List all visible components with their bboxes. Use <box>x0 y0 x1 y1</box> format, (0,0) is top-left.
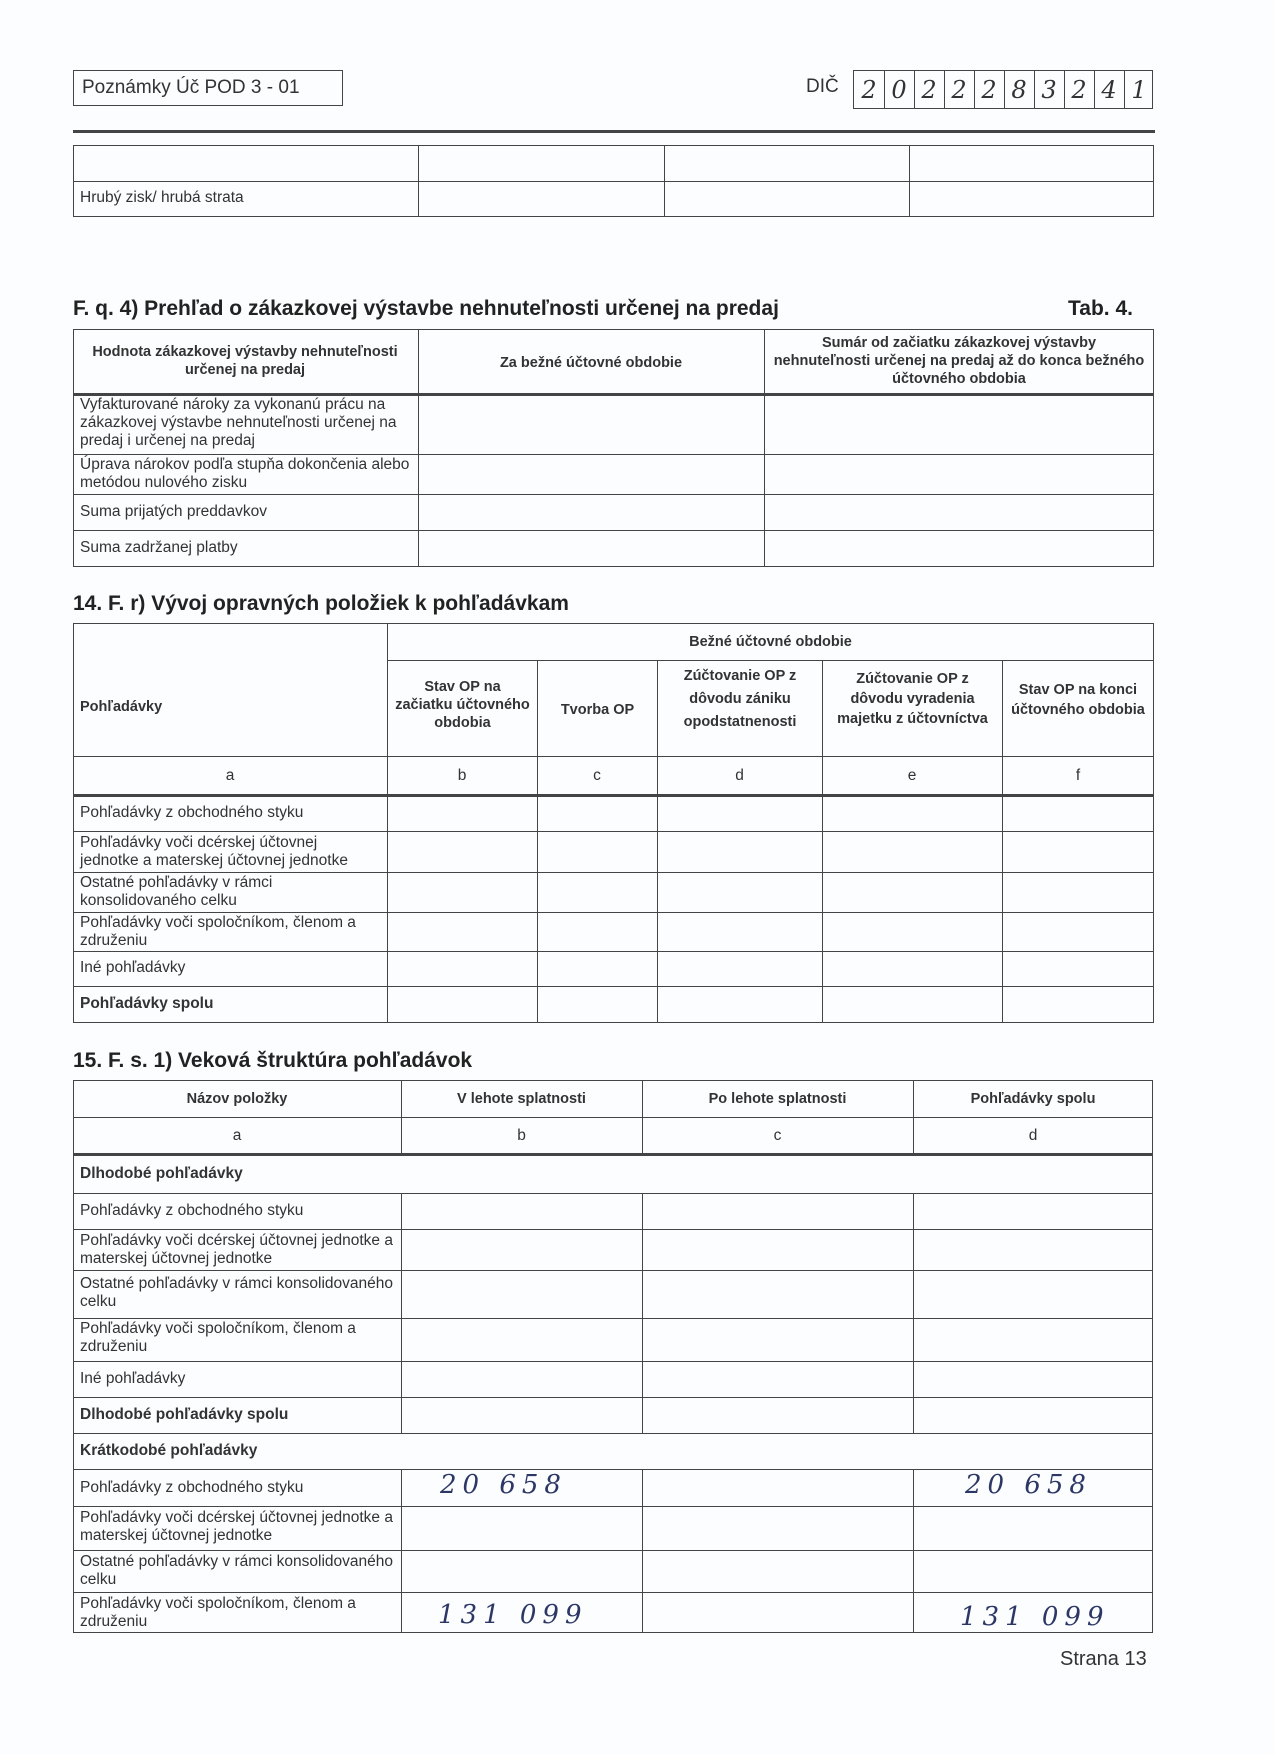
s15-long-term-total: Dlhodobé pohľadávky spolu <box>80 1406 289 1423</box>
s14-header-e: Zúčtovanie OP z dôvodu vyradenia majetku z účtovníctva <box>837 671 988 727</box>
col-divider <box>642 1193 643 1433</box>
s15-long-term-header: Dlhodobé pohľadávky <box>80 1165 243 1182</box>
row-divider <box>73 1550 1153 1551</box>
section-14-title: 14. F. r) Vývoj opravných položiek k pohľadávkam <box>73 592 569 615</box>
s15-header-c: Po lehote splatnosti <box>708 1091 847 1107</box>
s15-short-row-value-d: 20 658 <box>965 1470 1092 1500</box>
row-divider <box>73 1270 1153 1271</box>
s14-row: Pohľadávky voči dcérskej účtovnej jednotke a materskej účtovnej jednotke <box>80 834 348 869</box>
s14-row: Iné pohľadávky <box>80 959 186 976</box>
s14-header-a: Pohľadávky <box>80 699 163 715</box>
dic-digit: 0 <box>884 71 915 109</box>
s15-header-a: Názov položky <box>186 1091 288 1107</box>
s14-letter: b <box>457 767 467 784</box>
s15-short-row-value-d: 131 099 <box>960 1602 1110 1632</box>
col-divider <box>909 145 910 217</box>
col-divider <box>418 145 419 217</box>
s15-long-row: Pohľadávky voči spoločníkom, členom a združeniu <box>80 1320 356 1355</box>
s15-short-row: Pohľadávky voči spoločníkom, členom a združeniu <box>80 1595 356 1630</box>
row-divider <box>73 1229 1153 1230</box>
dic-digit: 8 <box>1004 71 1035 109</box>
form-label-box <box>73 70 343 106</box>
s15-short-row-value-b: 131 099 <box>438 1600 588 1630</box>
dic-field <box>853 70 1153 109</box>
s14-header-b: Stav OP na začiatku účtovného obdobia <box>395 679 530 731</box>
s14-row-total: Pohľadávky spolu <box>80 995 214 1012</box>
col-divider <box>418 329 419 567</box>
fq4-header-col1: Hodnota zákazkovej výstavby nehnuteľnosti určenej na predaj <box>92 344 398 378</box>
s15-long-row: Ostatné pohľadávky v rámci konsolidovaného celku <box>80 1275 393 1310</box>
s15-short-row: Ostatné pohľadávky v rámci konsolidovaného celku <box>80 1553 393 1588</box>
row-divider <box>73 1193 1153 1194</box>
s14-letter: c <box>593 767 601 784</box>
col-divider <box>664 145 665 217</box>
s15-long-row: Iné pohľadávky <box>80 1370 186 1387</box>
row-divider <box>73 1361 1153 1362</box>
dic-digit: 4 <box>1094 71 1125 109</box>
s15-letter: b <box>517 1127 526 1144</box>
s14-header-d: Zúčtovanie OP z dôvodu zániku opodstatnenosti <box>683 668 797 730</box>
row-divider <box>73 1433 1153 1434</box>
s14-row: Ostatné pohľadávky v rámci konsolidovaného celku <box>80 874 273 909</box>
dic-digit: 2 <box>944 71 975 109</box>
s14-row: Pohľadávky z obchodného styku <box>80 804 304 821</box>
s14-letter: a <box>225 767 235 784</box>
tab-label: Tab. 4. <box>1068 297 1133 320</box>
fq4-header-col3: Sumár od začiatku zákazkovej výstavby nehnuteľnosti určenej na predaj až do konca bežného účtovného obdobia <box>773 335 1145 387</box>
s15-short-row-value-b: 20 658 <box>440 1470 567 1500</box>
form-label: Poznámky Úč POD 3 - 01 <box>82 77 300 98</box>
row-divider <box>73 181 1154 182</box>
col-divider <box>401 1469 402 1633</box>
col-divider <box>913 1469 914 1633</box>
dic-digit: 3 <box>1034 71 1065 109</box>
s14-letter: e <box>907 767 917 784</box>
dic-digit: 1 <box>1131 76 1147 104</box>
section-15-title: 15. F. s. 1) Veková štruktúra pohľadávok <box>73 1049 473 1072</box>
s15-short-row: Pohľadávky voči dcérskej účtovnej jednotke a materskej účtovnej jednotke <box>80 1509 393 1544</box>
s15-long-row: Pohľadávky z obchodného styku <box>80 1202 304 1219</box>
col-divider <box>387 623 388 1023</box>
s15-header-b: V lehote splatnosti <box>457 1091 586 1107</box>
s15-letter: a <box>232 1127 242 1144</box>
col-divider <box>401 1193 402 1433</box>
col-divider <box>822 660 823 1023</box>
fq4-row: Suma zadržanej platby <box>80 539 238 556</box>
fq4-row: Vyfakturované nároky za vykonanú prácu na zákazkovej výstavbe nehnuteľnosti určenej na predaj i určenej na predaj <box>80 396 397 449</box>
row-divider <box>73 1117 1153 1118</box>
col-divider <box>764 329 765 567</box>
s14-letter: d <box>735 767 744 784</box>
row-divider <box>73 1592 1153 1593</box>
row-divider <box>73 831 1154 832</box>
fq4-row: Úprava nárokov podľa stupňa dokončenia alebo metódou nulového zisku <box>80 456 410 491</box>
s14-letter: f <box>1075 767 1081 784</box>
section-fq4-title: F. q. 4) Prehľad o zákazkovej výstavbe nehnuteľnosti určenej na predaj <box>73 297 779 320</box>
row-divider <box>73 986 1154 987</box>
s15-letter: c <box>773 1127 782 1144</box>
header-divider <box>73 794 1154 797</box>
page-number: Strana 13 <box>1060 1648 1147 1670</box>
s15-short-term-header: Krátkodobé pohľadávky <box>80 1442 258 1459</box>
s15-letter: d <box>1028 1127 1038 1144</box>
fq4-header-col2: Za bežné účtovné obdobie <box>499 355 683 371</box>
row-divider <box>73 951 1154 952</box>
s15-header-d: Pohľadávky spolu <box>970 1091 1096 1107</box>
s14-header-f: Stav OP na konci účtovného obdobia <box>1011 682 1145 718</box>
dic-digit: 2 <box>1064 71 1095 109</box>
header-divider <box>73 1153 1153 1156</box>
col-divider <box>537 660 538 1023</box>
row-divider <box>387 660 1154 661</box>
dic-digit: 2 <box>854 71 885 109</box>
header-divider <box>73 130 1155 133</box>
row-label-gross-profit: Hrubý zisk/ hrubá strata <box>80 189 244 206</box>
dic-digit: 2 <box>974 71 1005 109</box>
col-divider <box>657 660 658 1023</box>
col-divider <box>642 1469 643 1633</box>
row-divider <box>73 756 1154 757</box>
s15-long-row: Pohľadávky voči dcérskej účtovnej jednotke a materskej účtovnej jednotke <box>80 1232 393 1267</box>
row-divider <box>73 1397 1153 1398</box>
row-divider <box>73 494 1154 495</box>
s14-row: Pohľadávky voči spoločníkom, členom a združeniu <box>80 914 356 949</box>
row-divider <box>73 1506 1153 1507</box>
dic-digit: 2 <box>914 71 945 109</box>
s14-group-header: Bežné účtovné obdobie <box>689 634 852 650</box>
s14-header-c: Tvorba OP <box>560 702 635 718</box>
row-divider <box>73 530 1154 531</box>
col-divider <box>1002 660 1003 1023</box>
dic-label: DIČ <box>806 76 839 97</box>
s15-short-row: Pohľadávky z obchodného styku <box>80 1479 304 1496</box>
col-divider <box>913 1193 914 1433</box>
fq4-row: Suma prijatých preddavkov <box>80 503 267 520</box>
